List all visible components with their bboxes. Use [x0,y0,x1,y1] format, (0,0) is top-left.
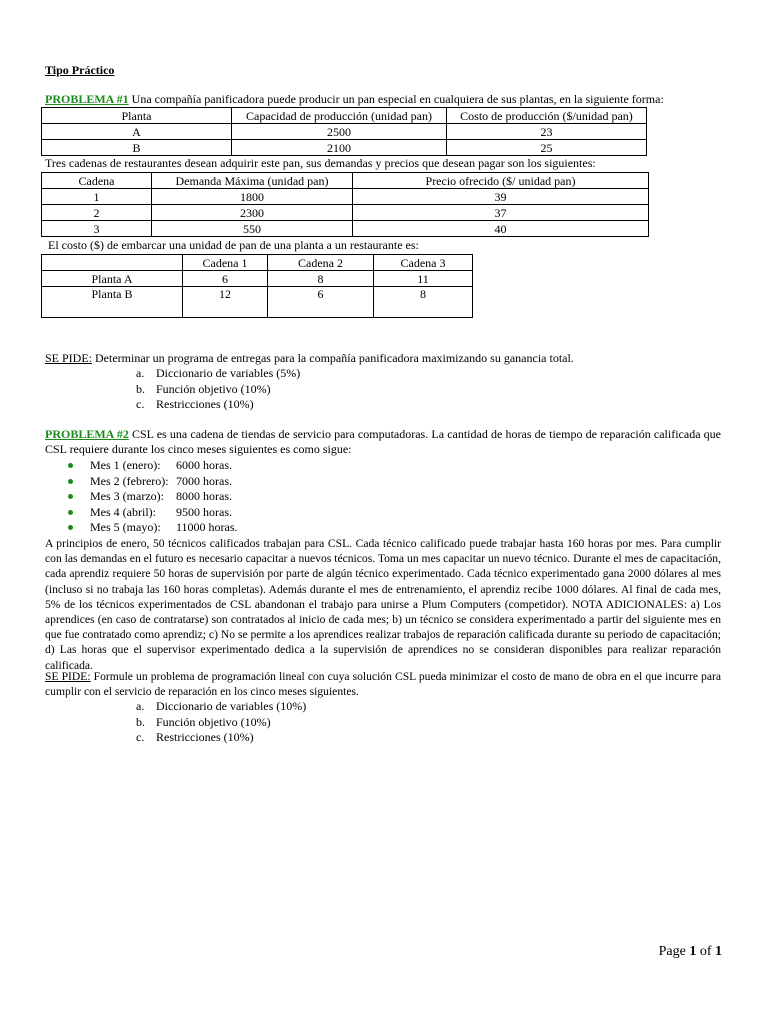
bullet-icon [68,510,73,515]
list-item-text: Restricciones (10%) [156,730,254,744]
heading-text: Tipo Práctico [45,63,115,77]
bullet-icon [68,463,73,468]
sepide-text: Determinar un programa de entregas para la compañía panificadora maximizando su ganancia total. [92,351,574,365]
month-hours: 9500 horas. [176,504,232,519]
problem2-body: A principios de enero, 50 técnicos calificados trabajan para CSL. Cada técnico calificado puede trabajar hasta 160 horas por mes. Para cumplir con las demandas en el futuro es necesario capacitar a nuevos técnicos. Toma un mes capacitar un nuevo técnico. Durante el mes de capacitación, cada aprendiz requiere 50 horas de supervisión por parte de algún técnico experimentado. Cada técnico experimentado gana 2000 dólares al mes (incluso si no trabaja las 160 horas completas). Además durante el mes de entrenamiento, el aprendiz recibe 1000 dólares. Al final de cada mes, 5% de los técnicos experimentados de CSL abandonan el trabajo para unirse a Plum Computers (competidor). NOTA ADICIONALES: a) Los aprendices (en caso de contratarse) son contratados al inicio de cada mes; b) un técnico se considera experimentado a partir del siguiente mes en que fue contratado como aprendiz; c) No se permite a los aprendices realizar trabajos de reparación calificada durante su periodo de capacitación; d) Las horas que el supervisor experimentado dedica a la supervisión de aprendices no se consideran disponibles para realizar reparación calificada. [45,537,721,672]
table-cell: 1 [42,189,152,205]
list-item [68,489,238,505]
list-marker: a. [136,699,145,713]
table-header-cell: Cadena 2 [268,255,374,271]
month-hours: 6000 horas. [176,458,232,472]
table-header-cell: Planta [42,108,232,124]
list-item [68,458,238,474]
list-marker: c. [136,730,145,744]
list-item [136,699,306,715]
table-cell: 6 [268,287,374,318]
sepide-label: SE PIDE: [45,670,91,683]
shipping-cost-table [41,254,473,318]
list-item [136,397,300,413]
of-word: of [696,944,715,959]
table-header-cell: Capacidad de producción (unidad pan) [232,108,447,124]
list-item [136,382,300,398]
page-word: Page [658,944,690,959]
table-cell: 25 [447,140,647,156]
month-label: Mes 1 (enero): [90,458,161,472]
table-cell: 8 [268,271,374,287]
monthly-hours-list [68,458,238,536]
table-header-cell: Precio ofrecido ($/ unidad pan) [353,173,649,189]
list-item [68,520,238,536]
month-label: Mes 3 (marzo): [90,489,164,503]
page-heading [45,63,114,78]
problem1-shipping-text: El costo ($) de embarcar una unidad de pan de una planta a un restaurante es: [48,238,419,252]
month-hours: 11000 horas. [176,520,238,534]
problem2-tasks [136,699,306,746]
table-header-cell: Costo de producción ($/unidad pan) [447,108,647,124]
problem1-sepide [45,351,574,366]
bullet-icon [68,525,73,530]
list-marker: b. [136,381,145,396]
sepide-label: SE PIDE: [45,351,93,365]
list-item [68,474,238,490]
table-cell: 3 [42,221,152,237]
problem2-intro [45,427,721,457]
page-current: 1 [689,944,697,959]
problem1-intro-text: Una compañía panificadora puede producir un pan especial en cualquiera de sus plantas, en la siguiente forma: [128,92,664,106]
problem2-label: PROBLEMA #2 [45,427,129,441]
problem2-sepide [45,669,721,699]
table-header-row [42,173,649,189]
table-cell: A [42,124,232,140]
table-header-cell: Cadena 3 [374,255,473,271]
list-item [136,715,306,731]
table-cell: Planta A [42,271,183,287]
table-cell: 23 [447,124,647,140]
page-number-footer [659,944,722,959]
month-label: Mes 5 (mayo): [90,520,161,534]
chains-table [41,172,649,237]
table-cell: 8 [374,287,473,318]
table-row [42,140,647,156]
table-row [42,271,473,287]
list-item-text: Función objetivo (10%) [156,714,271,729]
table-cell: B [42,140,232,156]
plants-table [41,107,647,156]
problem1-tasks [136,366,300,413]
table-cell: 2100 [232,140,447,156]
month-label: Mes 4 (abril): [90,504,156,519]
bullet-icon [68,494,73,499]
page-total: 1 [715,944,722,959]
table-cell: 11 [374,271,473,287]
table-row [42,124,647,140]
table-cell: 1800 [152,189,353,205]
list-marker: c. [136,397,145,411]
table-row [42,189,649,205]
bullet-icon [68,479,73,484]
problem1-intro [45,92,664,107]
table-header-row [42,108,647,124]
table-cell: 6 [183,271,268,287]
table-header-cell: Cadena 1 [183,255,268,271]
list-item [68,505,238,521]
table-header-cell: Cadena [42,173,152,189]
month-label: Mes 2 (febrero): [90,473,169,488]
problem1-label: PROBLEMA #1 [45,92,129,106]
list-item [136,730,306,746]
list-item-text: Diccionario de variables (5%) [156,366,301,380]
table-cell: 37 [353,205,649,221]
table-header-row [42,255,473,271]
table-row [42,287,473,318]
list-item-text: Diccionario de variables (10%) [156,699,307,713]
table-header-cell: Demanda Máxima (unidad pan) [152,173,353,189]
table-cell: Planta B [42,287,183,318]
table-cell: 12 [183,287,268,318]
table-cell: 2 [42,205,152,221]
sepide-text: Formule un problema de programación lineal con cuya solución CSL pueda minimizar el costo de mano de obra en el que incurre para cumplir con el servicio de reparación en los cinco meses siguientes. [45,670,721,698]
table-row [42,205,649,221]
table-cell: 39 [353,189,649,205]
table-cell: 2300 [152,205,353,221]
table-cell: 2500 [232,124,447,140]
list-item-text: Función objetivo (10%) [156,381,271,396]
month-hours: 7000 horas. [176,473,232,488]
table-cell: 550 [152,221,353,237]
problem1-restaurants-text: Tres cadenas de restaurantes desean adquirir este pan, sus demandas y precios que desean pagar son los siguientes: [45,156,596,170]
table-row [42,221,649,237]
list-marker: b. [136,714,145,729]
list-item [136,366,300,382]
table-cell: 40 [353,221,649,237]
list-marker: a. [136,366,145,380]
list-item-text: Restricciones (10%) [156,397,254,411]
table-header-cell [42,255,183,271]
month-hours: 8000 horas. [176,489,232,503]
problem2-intro-text: CSL es una cadena de tiendas de servicio para computadoras. La cantidad de horas de tiempo de reparación calificada que CSL requiere durante los cinco meses siguientes es como sigue: [45,427,722,456]
